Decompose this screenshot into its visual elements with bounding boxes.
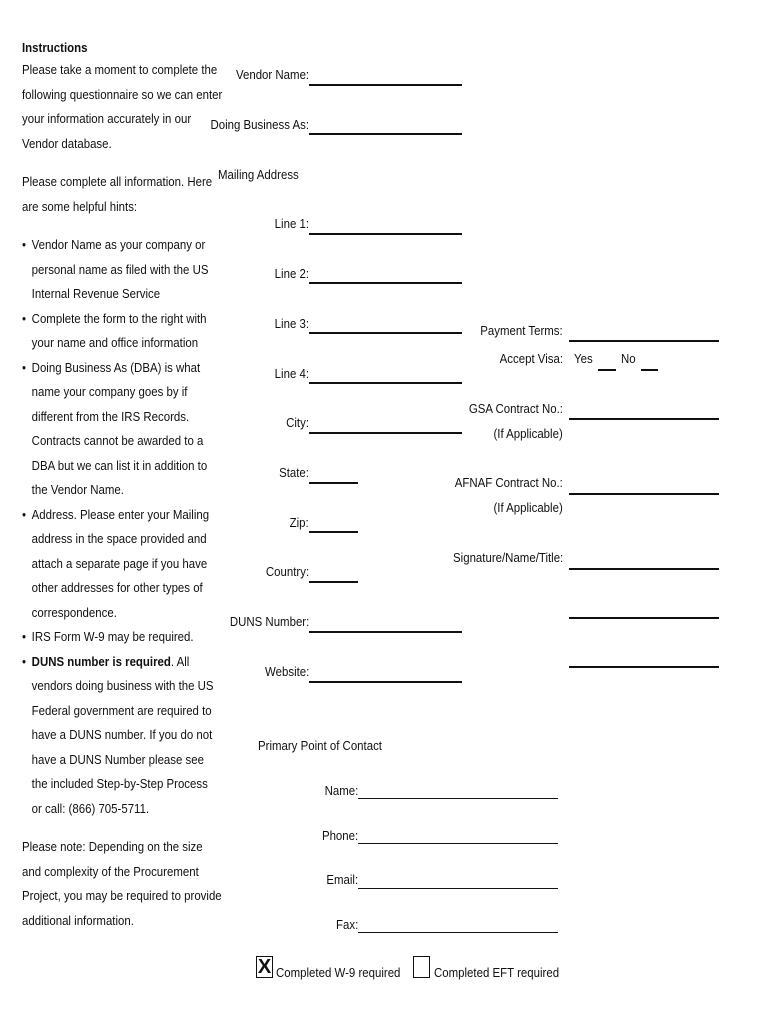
contact-heading: Primary Point of Contact [258, 738, 382, 753]
hint-line [22, 601, 198, 626]
hint-text: Federal government are required to [31, 702, 212, 718]
zip-label: Zip: [289, 515, 309, 530]
contact-email-label: Email: [326, 872, 358, 887]
instructions-intro [22, 58, 222, 156]
hint-line [22, 699, 212, 724]
hint-text: have a DUNS Number please see [31, 751, 205, 767]
website-label: Website: [264, 664, 309, 679]
bullet-icon: • [22, 653, 27, 669]
instructions-title: Instructions [22, 40, 88, 55]
contact-fax-field[interactable] [358, 932, 558, 933]
eft-checkbox[interactable] [413, 956, 430, 978]
website-field[interactable] [309, 681, 462, 683]
hint-line [22, 552, 208, 577]
hint-item [22, 650, 222, 822]
hint-text: Complete the form to the right with [31, 310, 207, 326]
signature-field-3[interactable] [569, 666, 719, 668]
bullet-icon [22, 405, 32, 430]
country-field[interactable] [309, 581, 358, 583]
city-field[interactable] [309, 432, 462, 434]
eft-label: Completed EFT required [434, 965, 560, 980]
bullet-icon: • [22, 359, 27, 375]
instruction-line: your information accurately in our [22, 111, 192, 126]
bullet-icon [22, 454, 32, 479]
bullet-icon [22, 797, 32, 822]
line4-field[interactable] [309, 382, 462, 384]
hint-text: or call: (866) 705-5711. [31, 800, 150, 816]
hint-line [22, 307, 207, 332]
hint-text: DBA but we can list it in addition to [31, 457, 208, 473]
instruction-line: and complexity of the Procurement [22, 863, 199, 879]
bullet-icon [22, 282, 32, 307]
hint-text: personal name as filed with the US [31, 261, 209, 277]
hint-line [22, 527, 207, 552]
hint-line [22, 356, 201, 381]
contact-phone-field[interactable] [358, 843, 558, 844]
hint-line [22, 405, 198, 430]
hint-item [22, 307, 222, 356]
hint-text: the Vendor Name. [31, 482, 124, 497]
duns-field[interactable] [309, 631, 462, 633]
contact-phone-label: Phone: [321, 828, 358, 843]
hint-line [22, 331, 198, 356]
line1-label: Line 1: [274, 216, 309, 231]
vendor-name-label: Vendor Name: [235, 67, 309, 82]
contact-email-field[interactable] [358, 888, 558, 889]
afnaf-field[interactable] [569, 493, 719, 495]
hint-text: Internal Revenue Service [31, 286, 161, 301]
instructions-hints [22, 170, 222, 219]
hint-text: Contracts cannot be awarded to a [31, 433, 204, 448]
instruction-line: Vendor database. [22, 135, 112, 151]
hint-line [22, 723, 213, 748]
visa-no-field[interactable] [641, 369, 658, 371]
accept-visa-label: Accept Visa: [499, 351, 563, 366]
bullet-icon: • [22, 506, 27, 522]
hint-text: have a DUNS number. If you do not [31, 727, 213, 742]
contact-name-field[interactable] [358, 798, 558, 799]
instructions-panel [22, 38, 222, 933]
gsa-note: (If Applicable) [493, 426, 563, 441]
afnaf-label: AFNAF Contract No.: [454, 475, 563, 490]
hint-item [22, 356, 222, 503]
bullet-icon [22, 674, 32, 699]
dba-field[interactable] [309, 133, 462, 135]
signature-field-2[interactable] [569, 617, 719, 619]
hint-text: correspondence. [31, 604, 117, 620]
hint-bold-text: DUNS number is required [31, 653, 171, 669]
hint-line [22, 797, 198, 822]
bullet-icon [22, 478, 32, 503]
bullet-icon [22, 258, 32, 283]
bullet-icon [22, 576, 32, 601]
hint-line [22, 650, 198, 675]
country-label: Country: [265, 564, 309, 579]
bullet-icon [22, 380, 32, 405]
afnaf-note: (If Applicable) [493, 500, 563, 515]
bullet-icon [22, 699, 32, 724]
line4-label: Line 4: [274, 366, 309, 381]
signature-label: Signature/Name/Title: [452, 550, 563, 565]
instruction-line: Please take a moment to complete the [22, 62, 218, 77]
instruction-line: Please note: Depending on the size [22, 839, 203, 854]
line2-field[interactable] [309, 282, 462, 284]
line2-label: Line 2: [274, 266, 309, 281]
visa-yes-field[interactable] [598, 369, 616, 371]
hint-line [22, 625, 198, 650]
w9-checkbox[interactable] [256, 956, 273, 978]
hint-text: other addresses for other types of [31, 580, 203, 595]
hint-line [22, 282, 198, 307]
visa-no-label: No [621, 351, 636, 366]
hints-list [22, 233, 222, 821]
payment-terms-label: Payment Terms: [480, 323, 563, 338]
instructions-note [22, 835, 222, 933]
instruction-line: Project, you may be required to provide [22, 888, 222, 903]
hint-text: Vendor Name as your company or [31, 237, 206, 252]
hint-text: attach a separate page if you have [31, 555, 208, 571]
w9-check-mark: X [257, 956, 272, 978]
hint-item [22, 503, 222, 626]
hint-line [22, 674, 214, 699]
hint-line [22, 454, 208, 479]
hint-item [22, 625, 222, 650]
payment-terms-field[interactable] [569, 340, 719, 342]
hint-line [22, 772, 208, 797]
bullet-icon: • [22, 629, 27, 644]
vendor-name-field[interactable] [309, 84, 462, 86]
bullet-icon [22, 772, 32, 797]
hint-line [22, 576, 203, 601]
instruction-line: Please complete all information. Here [22, 174, 213, 189]
hint-text: . All [170, 653, 190, 669]
line3-field[interactable] [309, 332, 462, 334]
hint-line [22, 233, 206, 258]
line1-field[interactable] [309, 233, 462, 235]
signature-field-1[interactable] [569, 568, 719, 570]
bullet-icon [22, 331, 32, 356]
contact-fax-label: Fax: [335, 917, 358, 932]
bullet-icon [22, 527, 32, 552]
bullet-icon [22, 748, 32, 773]
hint-text: different from the IRS Records. [31, 408, 190, 424]
hint-item [22, 233, 222, 307]
city-label: City: [286, 415, 309, 430]
instruction-line: following questionnaire so we can enter [22, 86, 223, 102]
duns-label: DUNS Number: [229, 614, 309, 629]
gsa-label: GSA Contract No.: [468, 401, 563, 416]
dba-label: Doing Business As: [210, 117, 309, 132]
hint-text: Doing Business As (DBA) is what [31, 359, 201, 375]
hint-line [22, 258, 209, 283]
bullet-icon [22, 601, 32, 626]
state-label: State: [279, 465, 309, 480]
bullet-icon: • [22, 310, 27, 326]
hint-line [22, 478, 198, 503]
bullet-icon [22, 429, 32, 454]
gsa-field[interactable] [569, 418, 719, 420]
hint-text: Address. Please enter your Mailing [31, 506, 210, 522]
bullet-icon [22, 723, 32, 748]
mailing-address-heading: Mailing Address [218, 167, 299, 182]
bullet-icon: • [22, 237, 27, 252]
state-field[interactable] [309, 482, 358, 484]
hint-text: the included Step-by-Step Process [31, 776, 208, 791]
hint-line [22, 748, 205, 773]
hint-text: vendors doing business with the US [31, 678, 214, 693]
line3-label: Line 3: [274, 316, 309, 331]
hint-line [22, 503, 210, 528]
hint-text: address in the space provided and [31, 531, 207, 546]
hint-text: name your company goes by if [31, 384, 188, 399]
w9-label: Completed W-9 required [276, 965, 401, 980]
hint-line [22, 380, 198, 405]
instruction-line: are some helpful hints: [22, 198, 138, 214]
instruction-line: additional information. [22, 912, 134, 928]
visa-yes-label: Yes [574, 351, 593, 366]
bullet-icon [22, 552, 32, 577]
zip-field[interactable] [309, 531, 358, 533]
hint-text: IRS Form W-9 may be required. [31, 629, 194, 644]
hint-text: your name and office information [31, 335, 199, 350]
hint-line [22, 429, 204, 454]
contact-name-label: Name: [324, 783, 358, 798]
